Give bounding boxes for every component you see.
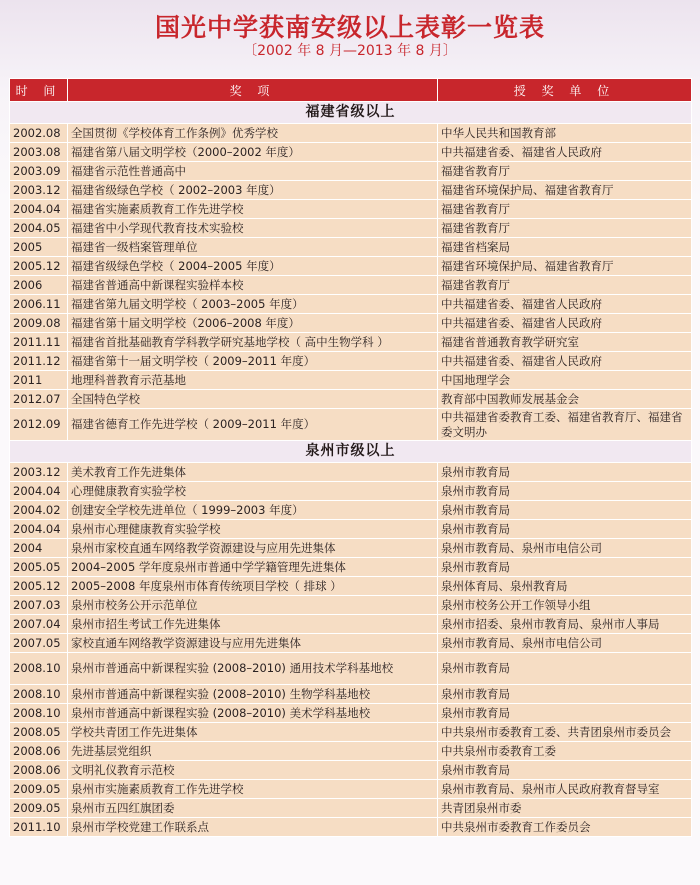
cell-award: 2005–2008 年度泉州市体育传统项目学校（ 排球 ） (68, 577, 438, 596)
cell-unit: 泉州市教育局 (438, 482, 692, 501)
table-row (10, 653, 692, 685)
table-row (10, 634, 692, 653)
cell-unit: 泉州市校务公开工作领导小组 (438, 596, 692, 615)
cell-award: 福建省第十届文明学校（2006–2008 年度） (68, 314, 438, 333)
cell-time: 2006.11 (10, 295, 68, 314)
cell-unit: 泉州市教育局 (438, 685, 692, 704)
table-row (10, 143, 692, 162)
table-row (10, 596, 692, 615)
table-row (10, 276, 692, 295)
table-row (10, 818, 692, 837)
cell-unit: 中共福建省委教育工委、福建省教育厅、福建省委文明办 (438, 409, 692, 441)
cell-unit: 福建省环境保护局、福建省教育厅 (438, 181, 692, 200)
cell-unit: 福建省普通教育教学研究室 (438, 333, 692, 352)
cell-unit: 泉州市教育局 (438, 704, 692, 723)
table-row (10, 333, 692, 352)
cell-unit: 福建省教育厅 (438, 200, 692, 219)
table-row (10, 761, 692, 780)
awards-table (9, 78, 692, 837)
cell-unit: 福建省教育厅 (438, 219, 692, 238)
cell-award: 福建省第十一届文明学校（ 2009–2011 年度） (68, 352, 438, 371)
cell-award: 泉州市心理健康教育实验学校 (68, 520, 438, 539)
cell-unit: 泉州市教育局 (438, 501, 692, 520)
cell-unit: 泉州市教育局 (438, 761, 692, 780)
table-row (10, 409, 692, 441)
cell-time: 2004.04 (10, 520, 68, 539)
cell-unit: 教育部中国教师发展基金会 (438, 390, 692, 409)
cell-award: 福建省实施素质教育工作先进学校 (68, 200, 438, 219)
cell-time: 2004.04 (10, 200, 68, 219)
cell-time: 2004.05 (10, 219, 68, 238)
cell-award: 福建省级绿色学校（ 2002–2003 年度） (68, 181, 438, 200)
cell-time: 2007.03 (10, 596, 68, 615)
cell-time: 2002.08 (10, 124, 68, 143)
cell-unit: 中共泉州市委教育工委 (438, 742, 692, 761)
table-row (10, 314, 692, 333)
cell-time: 2004 (10, 539, 68, 558)
cell-unit: 泉州市教育局、泉州市电信公司 (438, 539, 692, 558)
cell-award: 福建省普通高中新课程实验样本校 (68, 276, 438, 295)
section-header-fujian (10, 102, 692, 124)
header-time: 时 间 (10, 79, 68, 102)
cell-time: 2012.09 (10, 409, 68, 441)
cell-unit: 福建省环境保护局、福建省教育厅 (438, 257, 692, 276)
cell-award: 泉州市实施素质教育工作先进学校 (68, 780, 438, 799)
table-row (10, 539, 692, 558)
cell-unit: 福建省档案局 (438, 238, 692, 257)
cell-award: 地理科普教育示范基地 (68, 371, 438, 390)
table-row (10, 390, 692, 409)
table-row (10, 162, 692, 181)
cell-time: 2008.10 (10, 704, 68, 723)
cell-unit: 中共福建省委、福建省人民政府 (438, 295, 692, 314)
page-title: 国光中学获南安级以上表彰一览表 (154, 13, 545, 42)
cell-award: 泉州市五四红旗团委 (68, 799, 438, 818)
cell-award: 福建省德育工作先进学校（ 2009–2011 年度） (68, 409, 438, 441)
cell-unit: 中共福建省委、福建省人民政府 (438, 143, 692, 162)
cell-unit: 中华人民共和国教育部 (438, 124, 692, 143)
table-row (10, 520, 692, 539)
cell-award: 福建省一级档案管理单位 (68, 238, 438, 257)
cell-award: 泉州市家校直通车网络教学资源建设与应用先进集体 (68, 539, 438, 558)
cell-time: 2008.06 (10, 742, 68, 761)
cell-time: 2004.04 (10, 482, 68, 501)
cell-award: 泉州市普通高中新课程实验 (2008–2010) 通用技术学科基地校 (68, 653, 438, 685)
cell-unit: 泉州市教育局、泉州市人民政府教育督导室 (438, 780, 692, 799)
cell-time: 2011.10 (10, 818, 68, 837)
cell-time: 2011.11 (10, 333, 68, 352)
cell-time: 2005.05 (10, 558, 68, 577)
table-row (10, 238, 692, 257)
cell-award: 2004–2005 学年度泉州市普通中学学籍管理先进集体 (68, 558, 438, 577)
table-row (10, 257, 692, 276)
table-row (10, 295, 692, 314)
table-row (10, 685, 692, 704)
cell-time: 2005 (10, 238, 68, 257)
cell-time: 2011.12 (10, 352, 68, 371)
cell-time: 2003.08 (10, 143, 68, 162)
table-row (10, 799, 692, 818)
cell-award: 先进基层党组织 (68, 742, 438, 761)
cell-award: 福建省示范性普通高中 (68, 162, 438, 181)
table-row (10, 371, 692, 390)
table-row (10, 200, 692, 219)
cell-award: 学校共青团工作先进集体 (68, 723, 438, 742)
table-row (10, 181, 692, 200)
cell-time: 2005.12 (10, 577, 68, 596)
cell-award: 泉州市普通高中新课程实验 (2008–2010) 美术学科基地校 (68, 704, 438, 723)
table-row (10, 352, 692, 371)
cell-award: 福建省级绿色学校（ 2004–2005 年度） (68, 257, 438, 276)
cell-unit: 泉州市教育局 (438, 520, 692, 539)
cell-unit: 泉州市招委、泉州市教育局、泉州市人事局 (438, 615, 692, 634)
cell-award: 文明礼仪教育示范校 (68, 761, 438, 780)
cell-time: 2008.10 (10, 653, 68, 685)
cell-award: 创建安全学校先进单位（ 1999–2003 年度） (68, 501, 438, 520)
cell-time: 2006 (10, 276, 68, 295)
cell-time: 2003.12 (10, 181, 68, 200)
cell-unit: 泉州市教育局 (438, 558, 692, 577)
cell-time: 2007.05 (10, 634, 68, 653)
cell-time: 2009.08 (10, 314, 68, 333)
section-header-quanzhou (10, 441, 692, 463)
page-subtitle: 〔2002 年 8 月—2013 年 8 月〕 (243, 43, 457, 59)
cell-unit: 中共泉州市委教育工委、共青团泉州市委员会 (438, 723, 692, 742)
cell-award: 泉州市学校党建工作联系点 (68, 818, 438, 837)
cell-award: 全国特色学校 (68, 390, 438, 409)
cell-award: 家校直通车网络教学资源建设与应用先进集体 (68, 634, 438, 653)
cell-unit: 共青团泉州市委 (438, 799, 692, 818)
cell-award: 泉州市普通高中新课程实验 (2008–2010) 生物学科基地校 (68, 685, 438, 704)
cell-award: 福建省中小学现代教育技术实验校 (68, 219, 438, 238)
cell-time: 2012.07 (10, 390, 68, 409)
cell-time: 2011 (10, 371, 68, 390)
table-row (10, 219, 692, 238)
cell-award: 全国贯彻《学校体育工作条例》优秀学校 (68, 124, 438, 143)
section-title: 泉州市级以上 (10, 441, 692, 463)
table-row (10, 723, 692, 742)
cell-time: 2003.12 (10, 463, 68, 482)
section-title: 福建省级以上 (10, 102, 692, 124)
cell-time: 2004.02 (10, 501, 68, 520)
table-row (10, 482, 692, 501)
cell-unit: 泉州市教育局 (438, 463, 692, 482)
table-row (10, 742, 692, 761)
table-body (10, 102, 692, 837)
cell-time: 2009.05 (10, 780, 68, 799)
cell-time: 2003.09 (10, 162, 68, 181)
cell-time: 2008.05 (10, 723, 68, 742)
cell-award: 福建省第八届文明学校（2000–2002 年度） (68, 143, 438, 162)
header-award: 奖 项 (68, 79, 438, 102)
table-row (10, 124, 692, 143)
cell-time: 2008.10 (10, 685, 68, 704)
cell-unit: 中国地理学会 (438, 371, 692, 390)
cell-award: 美术教育工作先进集体 (68, 463, 438, 482)
table-row (10, 463, 692, 482)
cell-unit: 泉州市教育局 (438, 653, 692, 685)
table-row (10, 501, 692, 520)
cell-unit: 中共福建省委、福建省人民政府 (438, 314, 692, 333)
cell-unit: 中共泉州市委教育工作委员会 (438, 818, 692, 837)
cell-unit: 泉州体育局、泉州教育局 (438, 577, 692, 596)
table-row (10, 704, 692, 723)
table-row (10, 780, 692, 799)
cell-unit: 福建省教育厅 (438, 162, 692, 181)
cell-award: 心理健康教育实验学校 (68, 482, 438, 501)
header-row (10, 79, 692, 102)
cell-time: 2007.04 (10, 615, 68, 634)
cell-award: 泉州市招生考试工作先进集体 (68, 615, 438, 634)
cell-time: 2009.05 (10, 799, 68, 818)
cell-unit: 泉州市教育局、泉州市电信公司 (438, 634, 692, 653)
cell-award: 泉州市校务公开示范单位 (68, 596, 438, 615)
cell-award: 福建省首批基础教育学科教学研究基地学校（ 高中生物学科 ） (68, 333, 438, 352)
table-row (10, 558, 692, 577)
cell-award: 福建省第九届文明学校（ 2003–2005 年度） (68, 295, 438, 314)
header-unit: 授 奖 单 位 (438, 79, 692, 102)
cell-time: 2005.12 (10, 257, 68, 276)
cell-unit: 中共福建省委、福建省人民政府 (438, 352, 692, 371)
cell-unit: 福建省教育厅 (438, 276, 692, 295)
cell-time: 2008.06 (10, 761, 68, 780)
table-row (10, 615, 692, 634)
table-row (10, 577, 692, 596)
